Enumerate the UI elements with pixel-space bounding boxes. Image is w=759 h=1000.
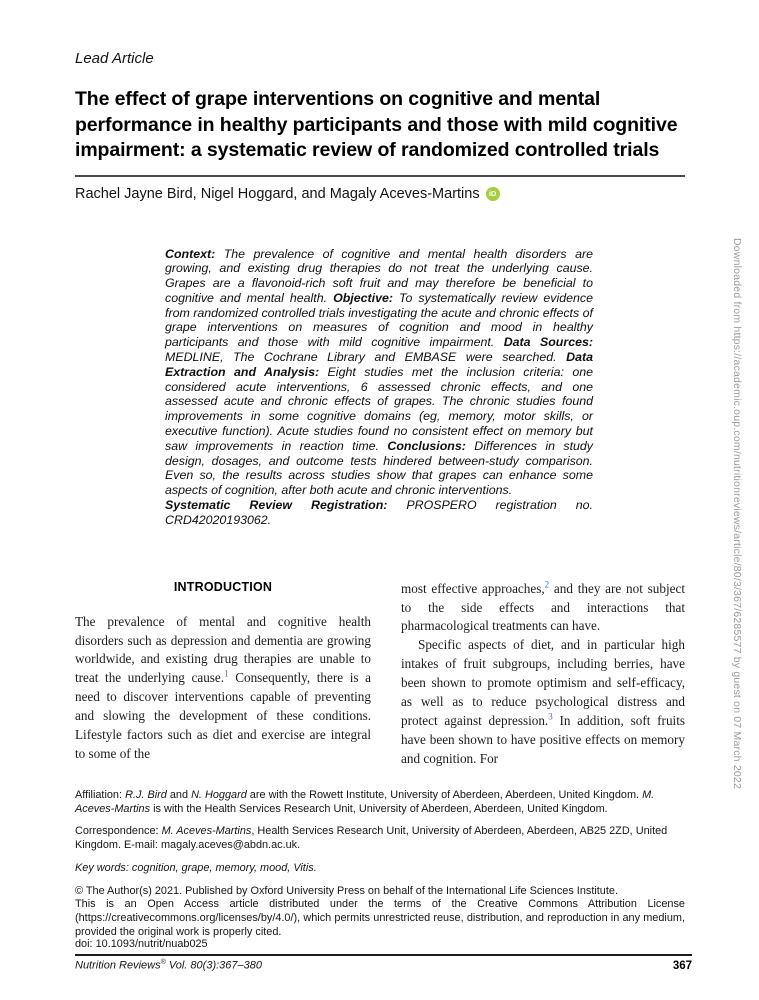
affiliation-text-1: are with the Rowett Institute, University of Aberdeen, Aberdeen, United Kingdom. — [249, 788, 640, 801]
affiliation-conjunction: and — [169, 788, 189, 801]
citation-ref-3[interactable]: 3 — [548, 711, 553, 722]
footer-block — [75, 938, 692, 972]
abstract-text-objective: To systematically review evidence from randomized controlled trials investigating the acute and chronic effects of grape interventions on measures of cognition and mood in healthy participants and those with mild cognitive impairment. — [165, 290, 593, 350]
abstract-paragraph — [165, 247, 593, 499]
affiliation-label: Affiliation: — [75, 788, 123, 801]
keywords-label: Key words: — [75, 861, 129, 874]
page-number: 367 — [672, 960, 692, 972]
citation-ref-1[interactable]: 1 — [224, 668, 229, 679]
registered-trademark-symbol: ® — [160, 959, 166, 967]
abstract-label-context: Context: — [165, 246, 216, 261]
abstract-text-data-sources: MEDLINE, The Cochrane Library and EMBASE were searched. — [165, 350, 557, 365]
intro-p2-text-b: In addition, soft fruits have been shown to have positive effects on memory and cognition. For — [401, 712, 686, 766]
affiliation-text-2: is with the Health Services Research Unit, University of Aberdeen, Aberdeen, United Kingdom. — [153, 802, 608, 815]
correspondence-label: Correspondence: — [75, 825, 159, 838]
article-type-label: Lead Article — [75, 50, 154, 67]
journal-reference — [75, 959, 262, 972]
abstract-label-data-extraction: Data Extraction and Analysis: — [165, 350, 593, 379]
body-column-left — [75, 580, 371, 769]
intro-paragraph-1-cont — [401, 580, 685, 637]
keywords-text: cognition, grape, memory, mood, Vitis. — [131, 861, 317, 874]
body-columns — [75, 580, 685, 769]
intro-p2-text-a: Specific aspects of diet, and in particular high intakes of fruit subgroups, including berries, have been shown to promote optimism and self-efficacy, as well as to reduce psychological distress and protect against depression. — [401, 637, 685, 728]
correspondence-name: M. Aceves-Martins — [161, 825, 252, 838]
abstract-label-data-sources: Data Sources: — [503, 335, 593, 350]
author-line — [75, 186, 685, 202]
article-title: The effect of grape interventions on cognitive and mental performance in healthy participants and those with mild cognitive impairment: a systematic review of randomized controlled trials — [75, 88, 678, 161]
backmatter — [75, 789, 685, 940]
affiliation-name-2: N. Hoggard — [191, 788, 247, 801]
abstract-label-objective: Objective: — [333, 290, 394, 305]
affiliation-name-1: R.J. Bird — [125, 788, 167, 801]
affiliation-name-3: M. Aceves-Martins — [75, 788, 655, 815]
registration-label: Systematic Review Registration: — [165, 498, 388, 513]
footer-divider — [75, 954, 692, 956]
orcid-icon[interactable]: iD — [486, 187, 500, 201]
abstract-text-data-extraction: Eight studies met the inclusion criteria: one considered acute interventions, 6 assessed chronic effects, and one assessed acute and chronic effects of grapes. The chronic studies found improvements in some cognitive domains (eg, memory, motor skills, or executive function). Acute studies found no consistent effect on memory but saw improvements in reaction time. — [165, 364, 593, 453]
introduction-heading: INTRODUCTION — [173, 579, 273, 594]
journal-name: Nutrition Reviews — [75, 960, 161, 972]
body-column-right — [401, 580, 685, 769]
abstract-label-conclusions: Conclusions: — [387, 438, 466, 453]
affiliation-note — [75, 789, 685, 817]
intro-p1-text-a: The prevalence of mental and cognitive health disorders such as depression and dementia are growing worldwide, and existing drug therapies are unable to treat the underlying cause. — [75, 613, 371, 686]
doi-line: doi: 10.1093/nutrit/nuab025 — [75, 938, 208, 951]
citation-ref-2[interactable]: 2 — [544, 579, 550, 590]
download-watermark: Downloaded from https://academic.oup.com/nutritionreviews/article/80/3/367/6285577 by guest on 07 March 2022 — [731, 238, 743, 789]
intro-paragraph-1 — [75, 613, 371, 764]
keywords-note — [75, 862, 685, 876]
abstract-text-conclusions: Differences in study design, dosages, and outcome tests hindered between-study comparison. Even so, the results across studies show that grapes can enhance some aspects of cognition, after both acute and chronic interventions. — [165, 438, 594, 498]
correspondence-text: , Health Services Research Unit, University of Aberdeen, Aberdeen, AB25 2ZD, United Kingdom. E-mail: magaly.aceves@abdn.ac.uk. — [75, 825, 668, 852]
copyright-text: © The Author(s) 2021. Published by Oxford University Press on behalf of the International Life Sciences Institute. — [75, 884, 618, 897]
intro-p1c-text-a: most effective approaches, — [401, 580, 545, 596]
copyright-license-note — [75, 885, 685, 940]
registration-text: PROSPERO registration no. CRD42020193062. — [165, 498, 593, 527]
author-names: Rachel Jayne Bird, Nigel Hoggard, and Magaly Aceves-Martins — [75, 185, 480, 202]
intro-p1c-text-b: and they are not subject to the side effects and interactions that pharmacological treatments can have. — [401, 580, 685, 634]
journal-volume: Vol. 80(3):367–380 — [165, 960, 262, 972]
correspondence-note — [75, 825, 685, 853]
abstract-text-context: The prevalence of cognitive and mental health disorders are growing, and existing drug therapies do not treat the underlying cause. Grapes are a flavonoid-rich soft fruit and may therefore be beneficial to cognitive and mental health. — [165, 246, 593, 305]
intro-p1-text-b: Consequently, there is a need to discover interventions capable of preventing and slowing the development of these conditions. Lifestyle factors such as diet and exercise are integral to some of the — [75, 670, 371, 761]
registration-line — [165, 498, 593, 528]
intro-paragraph-2 — [401, 636, 685, 768]
title-divider — [75, 175, 685, 177]
license-text: This is an Open Access article distributed under the terms of the Creative Commons Attribution License (https://creativecommons.org/licenses/by/4.0/), which permits unrestricted reuse, distribution, and reproduction in any medium, provided the original work is properly cited. — [75, 898, 685, 939]
footer-line — [75, 959, 692, 972]
abstract-block — [165, 247, 593, 528]
